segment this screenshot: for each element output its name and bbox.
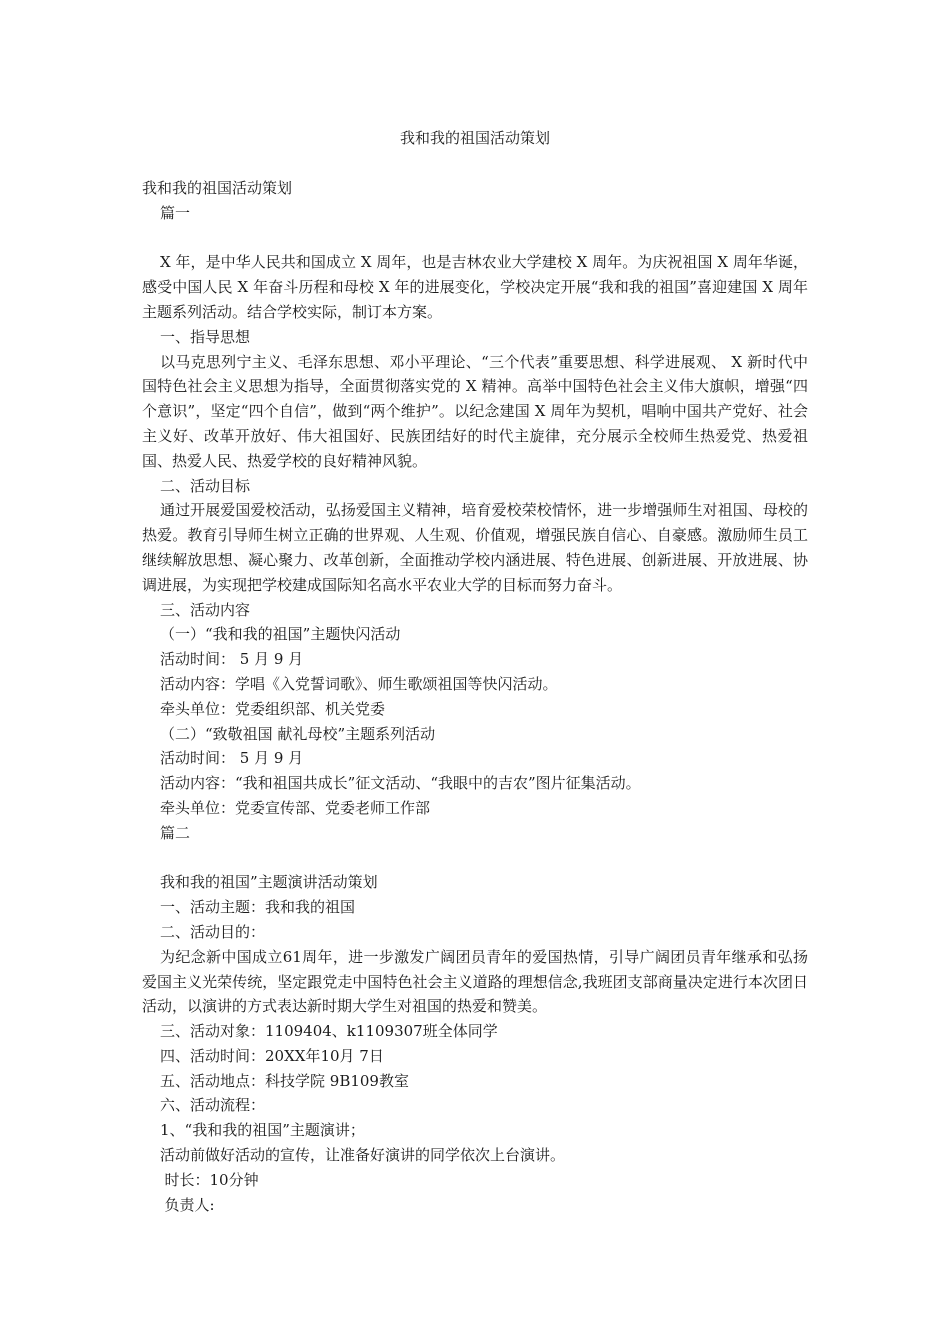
subheading-flashmob: （一）“我和我的祖国”主题快闪活动	[160, 625, 401, 644]
line-activity-purpose: 二、活动目的：	[160, 922, 266, 941]
line-activity-content-2: 活动内容：“我和祖国共成长”征文活动、“我眼中的吉农”图片征集活动。	[160, 774, 641, 793]
line-duration: 时长：10分钟	[164, 1170, 259, 1189]
line-activity-content-1: 活动内容：学唱《入党誓词歌》、师生歌颂祖国等快闪活动。	[160, 674, 558, 693]
blank-line	[142, 226, 808, 251]
line-person-in-charge: 负责人:	[164, 1195, 215, 1214]
line-activity-time-1: 活动时间： 5 月 9 月	[160, 650, 304, 669]
speech-title: 我和我的祖国”主题演讲活动策划	[160, 873, 378, 892]
line-lead-unit-1: 牵头单位：党委组织部、机关党委	[160, 699, 386, 718]
line-activity-date: 四、活动时间：20XX年10月 7日	[160, 1046, 384, 1065]
blank-line	[142, 846, 808, 871]
line-activity-theme: 一、活动主题：我和我的祖国	[160, 898, 356, 917]
paragraph-activity-goal: 通过开展爱国爱校活动，弘扬爱国主义精神，培育爱校荣校情怀，进一步增强师生对祖国、母校的热爱。教育引导师生树立正确的世界观、人生观、价值观，增强民族自信心、自豪感。激励师生员工继续解放思想、凝心聚力、改革创新，全面推动学校内涵进展、特色进展、创新进展、开放进展、协调进展，为实现把学校建成国际知名高水平农业大学的目标而努力奋斗。	[142, 501, 808, 594]
line-speech-prep: 活动前做好活动的宣传，让准备好演讲的同学依次上台演讲。	[160, 1146, 566, 1165]
paragraph-intro: X 年，是中华人民共和国成立 X 周年，也是吉林农业大学建校 X 周年。为庆祝祖国 X 周年华诞，感受中国人民 X 年奋斗历程和母校 X 年的进展变化，学校决定开展“我和我的祖国”喜迎建国 X 周年主题系列活动。结合学校实际，制订本方案。	[142, 253, 808, 321]
doc-heading: 我和我的祖国活动策划	[142, 179, 293, 197]
heading-guiding-thought: 一、指导思想	[160, 327, 251, 346]
line-lead-unit-2: 牵头单位：党委宣传部、党委老师工作部	[160, 798, 431, 817]
document-body	[142, 176, 808, 1217]
line-activity-target: 三、活动对象：1109404、k1109307班全体同学	[160, 1022, 498, 1041]
heading-activity-content: 三、活动内容	[160, 600, 251, 619]
document-title: 我和我的祖国活动策划	[399, 129, 550, 147]
section-label-1: 篇一	[160, 203, 191, 222]
line-activity-location: 五、活动地点：科技学院 9B109教室	[160, 1071, 409, 1090]
paragraph-activity-purpose: 为纪念新中国成立61周年，进一步激发广阔团员青年的爱国热情，引导广阔团员青年继承和弘扬爱国主义光荣传统，坚定跟党走中国特色社会主义道路的理想信念,我班团支部商量决定进行本次团日活动，以演讲的方式表达新时期大学生对祖国的热爱和赞美。	[142, 947, 808, 1016]
line-activity-process: 六、活动流程：	[160, 1096, 266, 1115]
subheading-tribute: （二）“致敬祖国 献礼母校”主题系列活动	[160, 724, 436, 743]
heading-activity-goal: 二、活动目标	[160, 476, 251, 495]
line-activity-time-2: 活动时间： 5 月 9 月	[160, 749, 304, 768]
section-label-2: 篇二	[160, 823, 191, 842]
paragraph-guiding-thought: 以马克思列宁主义、毛泽东思想、邓小平理论、“三个代表”重要思想、科学进展观、 X 新时代中国特色社会主义思想为指导，全面贯彻落实党的 X 精神。高举中国特色社会主义伟大旗帜，增强“四个意识”，坚定“四个自信”，做到“两个维护”。以纪念建国 X 周年为契机，唱响中国共产党好、社会主义好、改革开放好、伟大祖国好、民族团结好的时代主旋律，充分展示全校师生热爱党、热爱祖国、热爱人民、热爱学校的良好精神风貌。	[142, 352, 808, 470]
line-speech-step: 1、“我和我的祖国”主题演讲；	[160, 1121, 365, 1140]
